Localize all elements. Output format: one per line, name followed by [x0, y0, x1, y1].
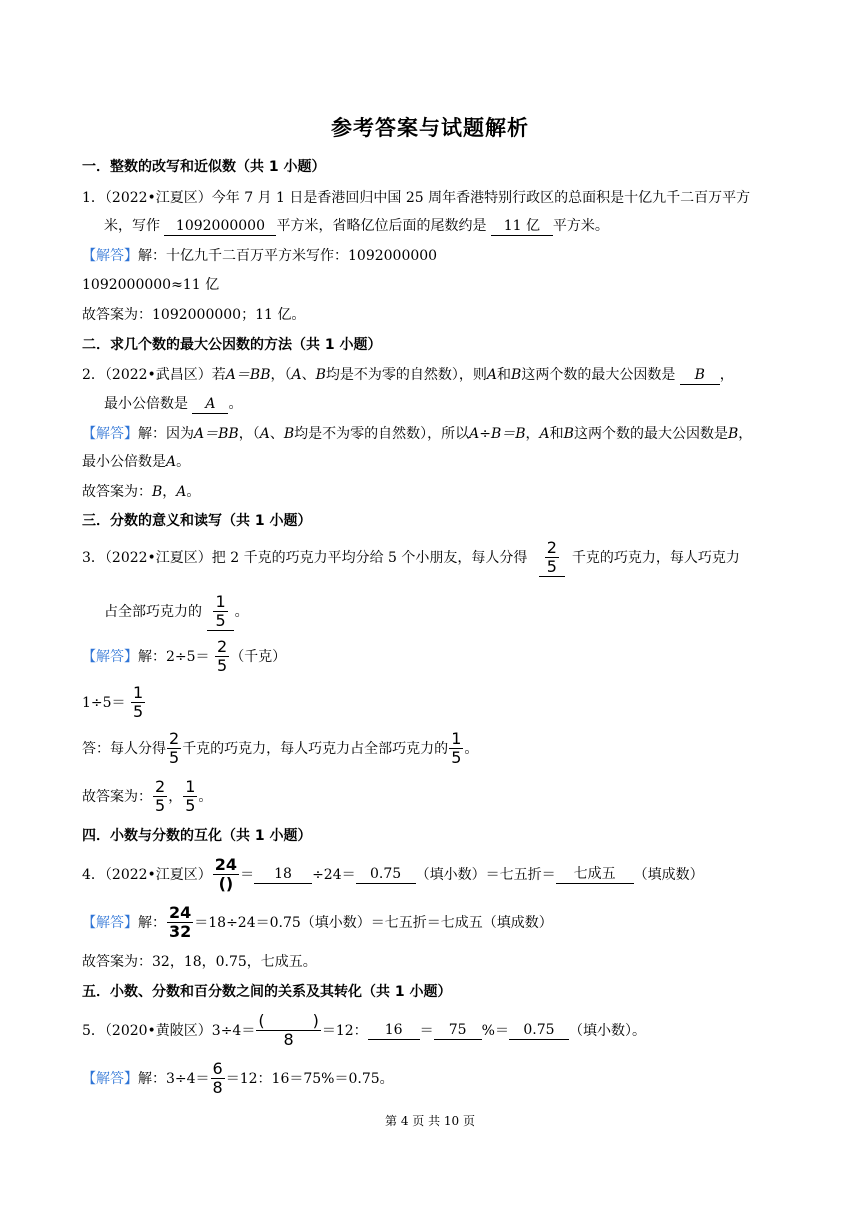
question-2-line-2: 最小公倍数是 A 。 — [104, 396, 243, 412]
answer-blank: 18 — [254, 865, 312, 884]
solution-tag: 【解答】 — [82, 426, 138, 442]
solution-2-line-3: 故答案为：B，A。 — [82, 484, 201, 500]
section-heading-2: 二．求几个数的最大公因数的方法（共 1 小题） — [82, 337, 382, 353]
page-footer: 第 4 页 共 10 页 — [385, 1114, 475, 1128]
fraction: $\frac{1}{5}$ — [133, 683, 144, 721]
fraction: $\frac{1}{5}$ — [185, 777, 196, 815]
solution-tag: 【解答】 — [82, 914, 138, 931]
solution-tag: 【解答】 — [82, 248, 138, 264]
answer-blank: A — [192, 395, 228, 414]
solution-3-line-3: 答：每人分得 $\frac{2}{5}$ 千克的巧克力，每人巧克力占全部巧克力的 $\frac{1}{5}$ 。 — [82, 729, 479, 767]
solution-tag: 【解答】 — [82, 648, 138, 665]
answer-blank: 0.75 — [356, 865, 416, 884]
question-1-line-2: 米，写作 1092000000 平方米，省略亿位后面的尾数约是 11 亿 平方米。 — [104, 218, 609, 234]
solution-3-line-2: 1÷5＝ $\frac{1}{5}$ — [82, 683, 144, 721]
solution-3-line-1: 【解答】解：2÷5＝ $\frac{2}{5}$ （千克） — [82, 637, 287, 675]
page-title: 参考答案与试题解析 — [331, 116, 529, 140]
solution-1-line-1: 【解答】解：十亿九千二百万平方米写作：1092000000 — [82, 248, 438, 264]
question-4-line-1: 4．（2022•江夏区） $\frac{24}{()}$ ＝ 18 ÷24＝ 0.75 （填小数）＝七五折＝ 七成五 （填成数） — [82, 855, 704, 893]
solution-4-line-2: 故答案为：32，18，0.75，七成五。 — [82, 954, 317, 970]
answer-blank: 11 亿 — [491, 217, 553, 236]
question-1-line-1: 1．（2022•江夏区）今年 7 月 1 日是香港回归中国 25 周年香港特别行政区的总面积是十亿九千二百万平方 — [82, 190, 751, 206]
fraction: $\frac{1}{5}$ — [207, 593, 233, 631]
fraction: $\frac{6}{8}$ — [212, 1059, 223, 1097]
answer-blank: B — [680, 366, 720, 385]
question-2-line-1: 2．（2022•武昌区）若A＝BB，（A、B均是不为零的自然数），则A和B这两个数的最大公因数是 B ， — [82, 367, 734, 383]
question-3-line-2: 占全部巧克力的 $\frac{1}{5}$ 。 — [104, 592, 249, 630]
question-3-line-1: 3．（2022•江夏区）把 2 千克的巧克力平均分给 5 个小朋友，每人分得 $\frac{2}{5}$ 千克的巧克力，每人巧克力 — [82, 538, 740, 576]
section-heading-1: 一．整数的改写和近似数（共 1 小题） — [82, 159, 326, 175]
fraction: $\frac{2}{5}$ — [217, 637, 228, 675]
section-heading-3: 三．分数的意义和读写（共 1 小题） — [82, 513, 312, 529]
solution-1-line-3: 故答案为：1092000000；11 亿。 — [82, 307, 306, 323]
solution-5-line-1: 【解答】解：3÷4＝ $\frac{6}{8}$ ＝12：16＝75%＝0.75。 — [82, 1059, 394, 1097]
fraction: $\frac{2}{5}$ — [169, 729, 180, 767]
answer-blank: 0.75 — [509, 1021, 569, 1040]
solution-4-line-1: 【解答】解： $\frac{24}{32}$ ＝18÷24＝0.75（填小数）＝七五折＝七成五（填成数） — [82, 903, 553, 941]
fraction: $\frac{( )}{8}$ — [258, 1011, 319, 1049]
question-5-line-1: 5．（2020•黄陂区）3÷4＝ $\frac{( )}{8}$ ＝12： 16 ＝ 75 %＝ 0.75 （填小数）。 — [82, 1011, 646, 1049]
section-heading-5: 五．小数、分数和百分数之间的关系及其转化（共 1 小题） — [82, 984, 452, 1000]
section-heading-4: 四．小数与分数的互化（共 1 小题） — [82, 828, 312, 844]
answer-blank: 75 — [434, 1021, 482, 1040]
answer-blank: 七成五 — [556, 865, 634, 884]
solution-tag: 【解答】 — [82, 1070, 138, 1087]
fraction: $\frac{2}{5}$ — [539, 539, 565, 577]
answer-blank: 1092000000 — [164, 217, 276, 236]
fraction: $\frac{24}{32}$ — [169, 903, 192, 941]
fraction: $\frac{24}{()}$ — [214, 855, 238, 893]
fraction: $\frac{1}{5}$ — [451, 729, 462, 767]
answer-blank: 16 — [368, 1021, 420, 1040]
solution-1-line-2: 1092000000≈11 亿 — [82, 277, 220, 293]
solution-3-line-4: 故答案为： $\frac{2}{5}$ ， $\frac{1}{5}$ 。 — [82, 777, 213, 815]
fraction: $\frac{2}{5}$ — [155, 777, 166, 815]
solution-2-line-2: 最小公倍数是A。 — [82, 454, 191, 470]
solution-2-line-1: 【解答】解：因为A＝BB，（A、B均是不为零的自然数），所以A÷B＝B，A和B这两个数的最大公因数是B， — [82, 426, 753, 442]
